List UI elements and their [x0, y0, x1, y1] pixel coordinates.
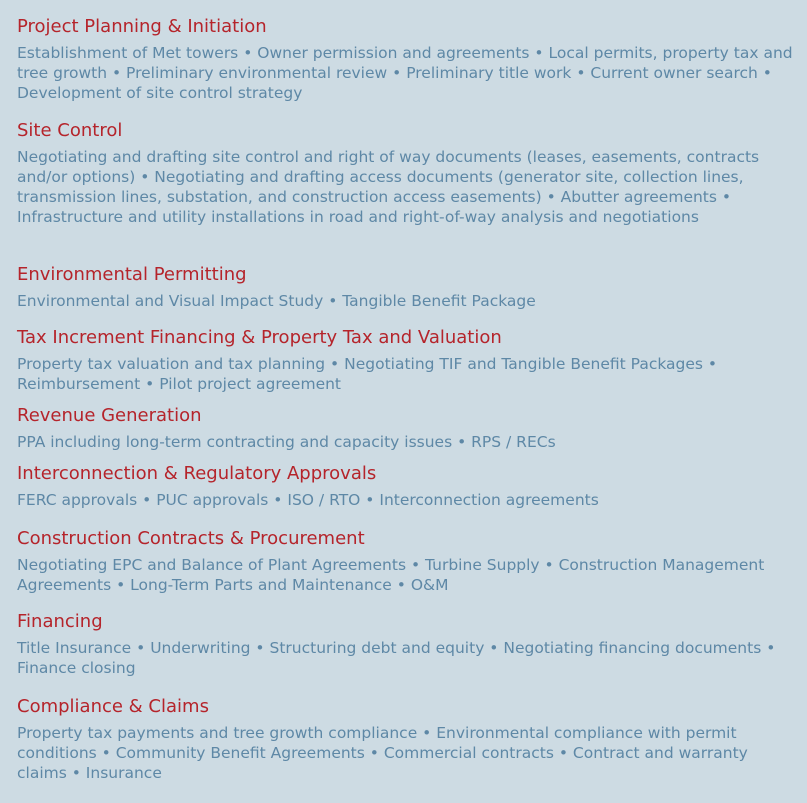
- section-title: Revenue Generation: [17, 405, 202, 426]
- section-tax-increment-financing: [17, 327, 797, 394]
- section-title: Interconnection & Regulatory Approvals: [17, 463, 377, 484]
- section-construction-contracts: [17, 528, 797, 595]
- section-description: Negotiating EPC and Balance of Plant Agreements • Turbine Supply • Construction Management Agreements • Long-Term Parts and Maintenance • O&M: [17, 556, 765, 594]
- section-compliance-claims: [17, 696, 797, 783]
- section-title: Financing: [17, 611, 103, 632]
- section-site-control: [17, 120, 797, 227]
- section-title: Compliance & Claims: [17, 696, 209, 717]
- section-description: Property tax payments and tree growth compliance • Environmental compliance with permit conditions • Community Benefit Agreements • Commercial contracts • Contract and warranty claims • Insurance: [17, 724, 748, 782]
- section-title: Construction Contracts & Procurement: [17, 528, 365, 549]
- section-description: Property tax valuation and tax planning • Negotiating TIF and Tangible Benefit Packages • Reimbursement • Pilot project agreement: [17, 355, 718, 393]
- section-environmental-permitting: [17, 264, 797, 311]
- section-revenue-generation: [17, 405, 797, 452]
- section-title: Tax Increment Financing & Property Tax and Valuation: [17, 327, 502, 348]
- section-title: Site Control: [17, 120, 123, 141]
- section-title: Project Planning & Initiation: [17, 16, 267, 37]
- section-description: PPA including long-term contracting and capacity issues • RPS / RECs: [17, 433, 556, 451]
- section-description: Negotiating and drafting site control and right of way documents (leases, easements, contracts and/or options) • Negotiating and drafting access documents (generator site, collection lines, transmission lines, substation, and construction access easements) • Abutter agreements • Infrastructure and utility installations in road and right-of-way analysis and negotiations: [17, 148, 760, 226]
- section-project-planning: [17, 16, 797, 103]
- section-description: Title Insurance • Underwriting • Structuring debt and equity • Negotiating financing documents • Finance closing: [17, 639, 776, 677]
- section-interconnection: [17, 463, 797, 510]
- section-description: FERC approvals • PUC approvals • ISO / RTO • Interconnection agreements: [17, 491, 599, 509]
- section-financing: [17, 611, 797, 678]
- section-title: Environmental Permitting: [17, 264, 247, 285]
- section-description: Environmental and Visual Impact Study • Tangible Benefit Package: [17, 292, 536, 310]
- section-description: Establishment of Met towers • Owner permission and agreements • Local permits, property tax and tree growth • Preliminary environmental review • Preliminary title work • Current owner search • Development of site control strategy: [17, 44, 793, 102]
